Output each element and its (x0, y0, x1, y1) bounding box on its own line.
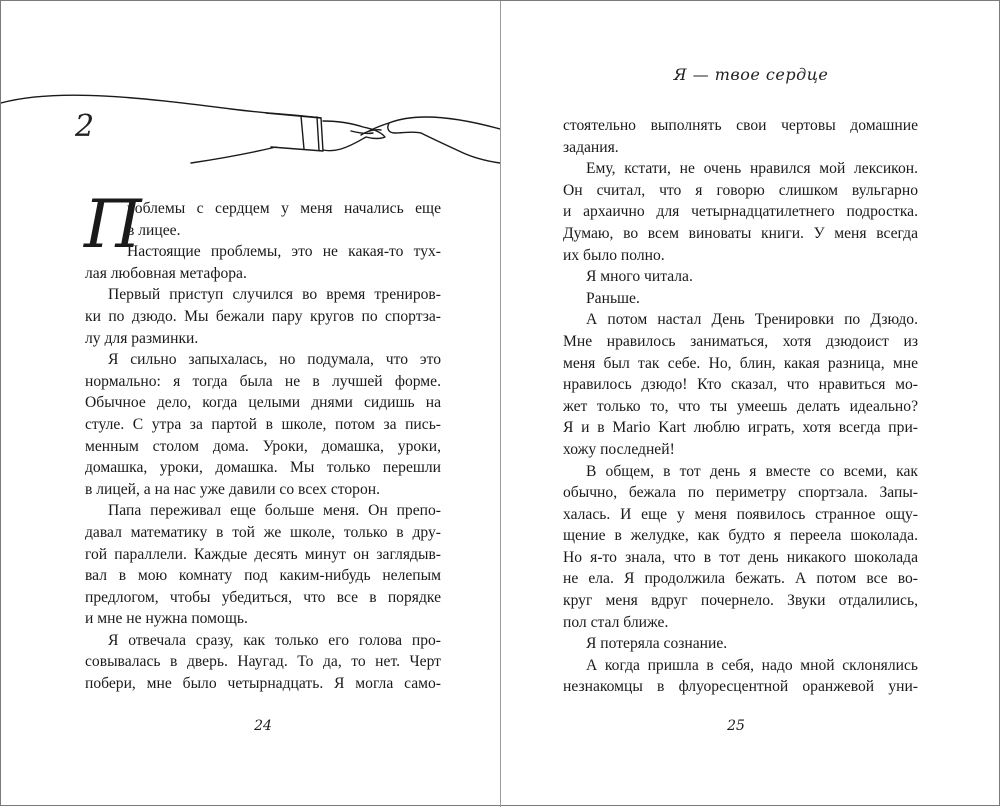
text-line: Обычное дело, когда целыми днями сидишь на (85, 394, 441, 412)
text-line: ки по дзюдо. Мы бежали пару кругов по спортза- (85, 307, 441, 325)
text-line: лу для разминки. (85, 329, 199, 347)
text-line: Я и в Mario Kart люблю играть, хотя всегда при- (563, 419, 918, 437)
ribbon-line (1, 95, 321, 118)
text-line: халась. И еще у меня появилось странное ощу- (563, 505, 918, 523)
text-line: меня был так себе. Но, блин, какая разница, мне (563, 354, 918, 372)
text-line: Первый приступ случился во время трениров- (108, 286, 441, 304)
text-line: пол стал ближе. (563, 613, 669, 631)
right-page-text (563, 115, 918, 698)
text-line: Настоящие проблемы, это не какая-то тух- (127, 243, 441, 261)
text-line: Я сильно запыхалась, но подумала, что это (108, 351, 441, 369)
text-line: побери, мне было четырнадцать. Я могла само- (85, 675, 441, 693)
text-line: домашка, уроки, домашка. Мы только перешли (85, 459, 441, 477)
text-line: вал в мою комнату под каким-нибудь нелепым (85, 567, 441, 585)
text-line: и мне не нужна помощь. (85, 610, 248, 628)
text-line: жет только то, что ты умеешь делать идеально? (563, 397, 918, 415)
text-line: А потом настал День Тренировки по Дзюдо. (586, 311, 918, 329)
text-line: в лицей, а на нас уже давили со всех сторон. (85, 480, 381, 498)
text-line: А когда пришла в себя, надо мной склонялись (586, 656, 918, 674)
text-line: и архаично для четырнадцатилетнего подростка. (563, 203, 918, 221)
text-line: Папа переживал еще больше меня. Он препо- (108, 502, 441, 520)
text-line: лая любовная метафора. (85, 264, 247, 282)
text-line: Раньше. (586, 289, 640, 307)
text-line: менным столом дома. Уроки, домашка, уроки, (85, 437, 441, 455)
text-line: Он считал, что я говорю слишком вульгарно (563, 181, 918, 199)
text-line: нравилось дзюдо! Кто сказал, что нравиться мо- (563, 376, 918, 394)
text-line: обычно, бежала по периметру спортзала. Запы- (563, 484, 918, 502)
left-page (1, 1, 500, 807)
text-line: предлогом, чтобы убедиться, что все в порядке (85, 588, 441, 606)
text-line: круг меня вдруг почернело. Звуки отдалились, (563, 592, 918, 610)
text-line: совывалась в дверь. Наугад. То да, то нет. Черт (85, 653, 441, 671)
text-line: Но я-то знала, что в тот день никакого шоколада (563, 548, 918, 566)
text-line: стуле. С утра за партой в школе, потом за пись- (85, 415, 441, 433)
text-line: Мне нравилось заниматься, хотя дзюдоист из (563, 332, 918, 350)
page-number: 24 (254, 718, 272, 734)
text-line: В общем, в тот день я вместе со всеми, как (586, 462, 918, 480)
text-line: Я отвечала сразу, как только его голова про- (108, 631, 441, 649)
ribbon-line-lower (191, 147, 276, 163)
page-number: 25 (727, 718, 745, 734)
right-page (501, 1, 1000, 807)
text-line: их было полно. (563, 246, 665, 264)
text-line: Ему, кстати, не очень нравился мой лексикон. (586, 160, 918, 178)
text-line: не ела. Я продолжила бежать. А потом все во- (563, 570, 918, 588)
text-line: стоятельно выполнять свои чертовы домашние (563, 117, 918, 134)
text-line: Я потеряла сознание. (586, 635, 728, 653)
text-line: Я много читала. (586, 268, 693, 286)
chapter-number: 2 (75, 109, 95, 144)
text-line: нормально: я тогда была не в лучшей форме. (85, 372, 441, 390)
left-hand (323, 121, 385, 151)
text-line: хожу последней! (563, 440, 675, 458)
running-head: Я — твое сердце (673, 65, 829, 84)
left-page-text (85, 198, 441, 695)
text-line: в лицее. (127, 221, 181, 239)
text-line: задания. (563, 138, 619, 156)
text-line: щение в желудке, как будто я переела шоколада. (563, 527, 918, 545)
text-line: роблемы с сердцем у меня начались еще (127, 200, 441, 217)
text-line: Думаю, во всем виноваты книги. У меня всегда (563, 224, 918, 242)
text-line: давал математику в той же школе, только в дру- (85, 523, 441, 541)
drop-cap: П (84, 186, 142, 263)
text-line: гой параллели. Каждые десять минут он заглядыв- (85, 545, 441, 563)
text-line: незнакомцы в флуоресцентной оранжевой уни- (563, 678, 918, 696)
sleeve (266, 113, 323, 151)
